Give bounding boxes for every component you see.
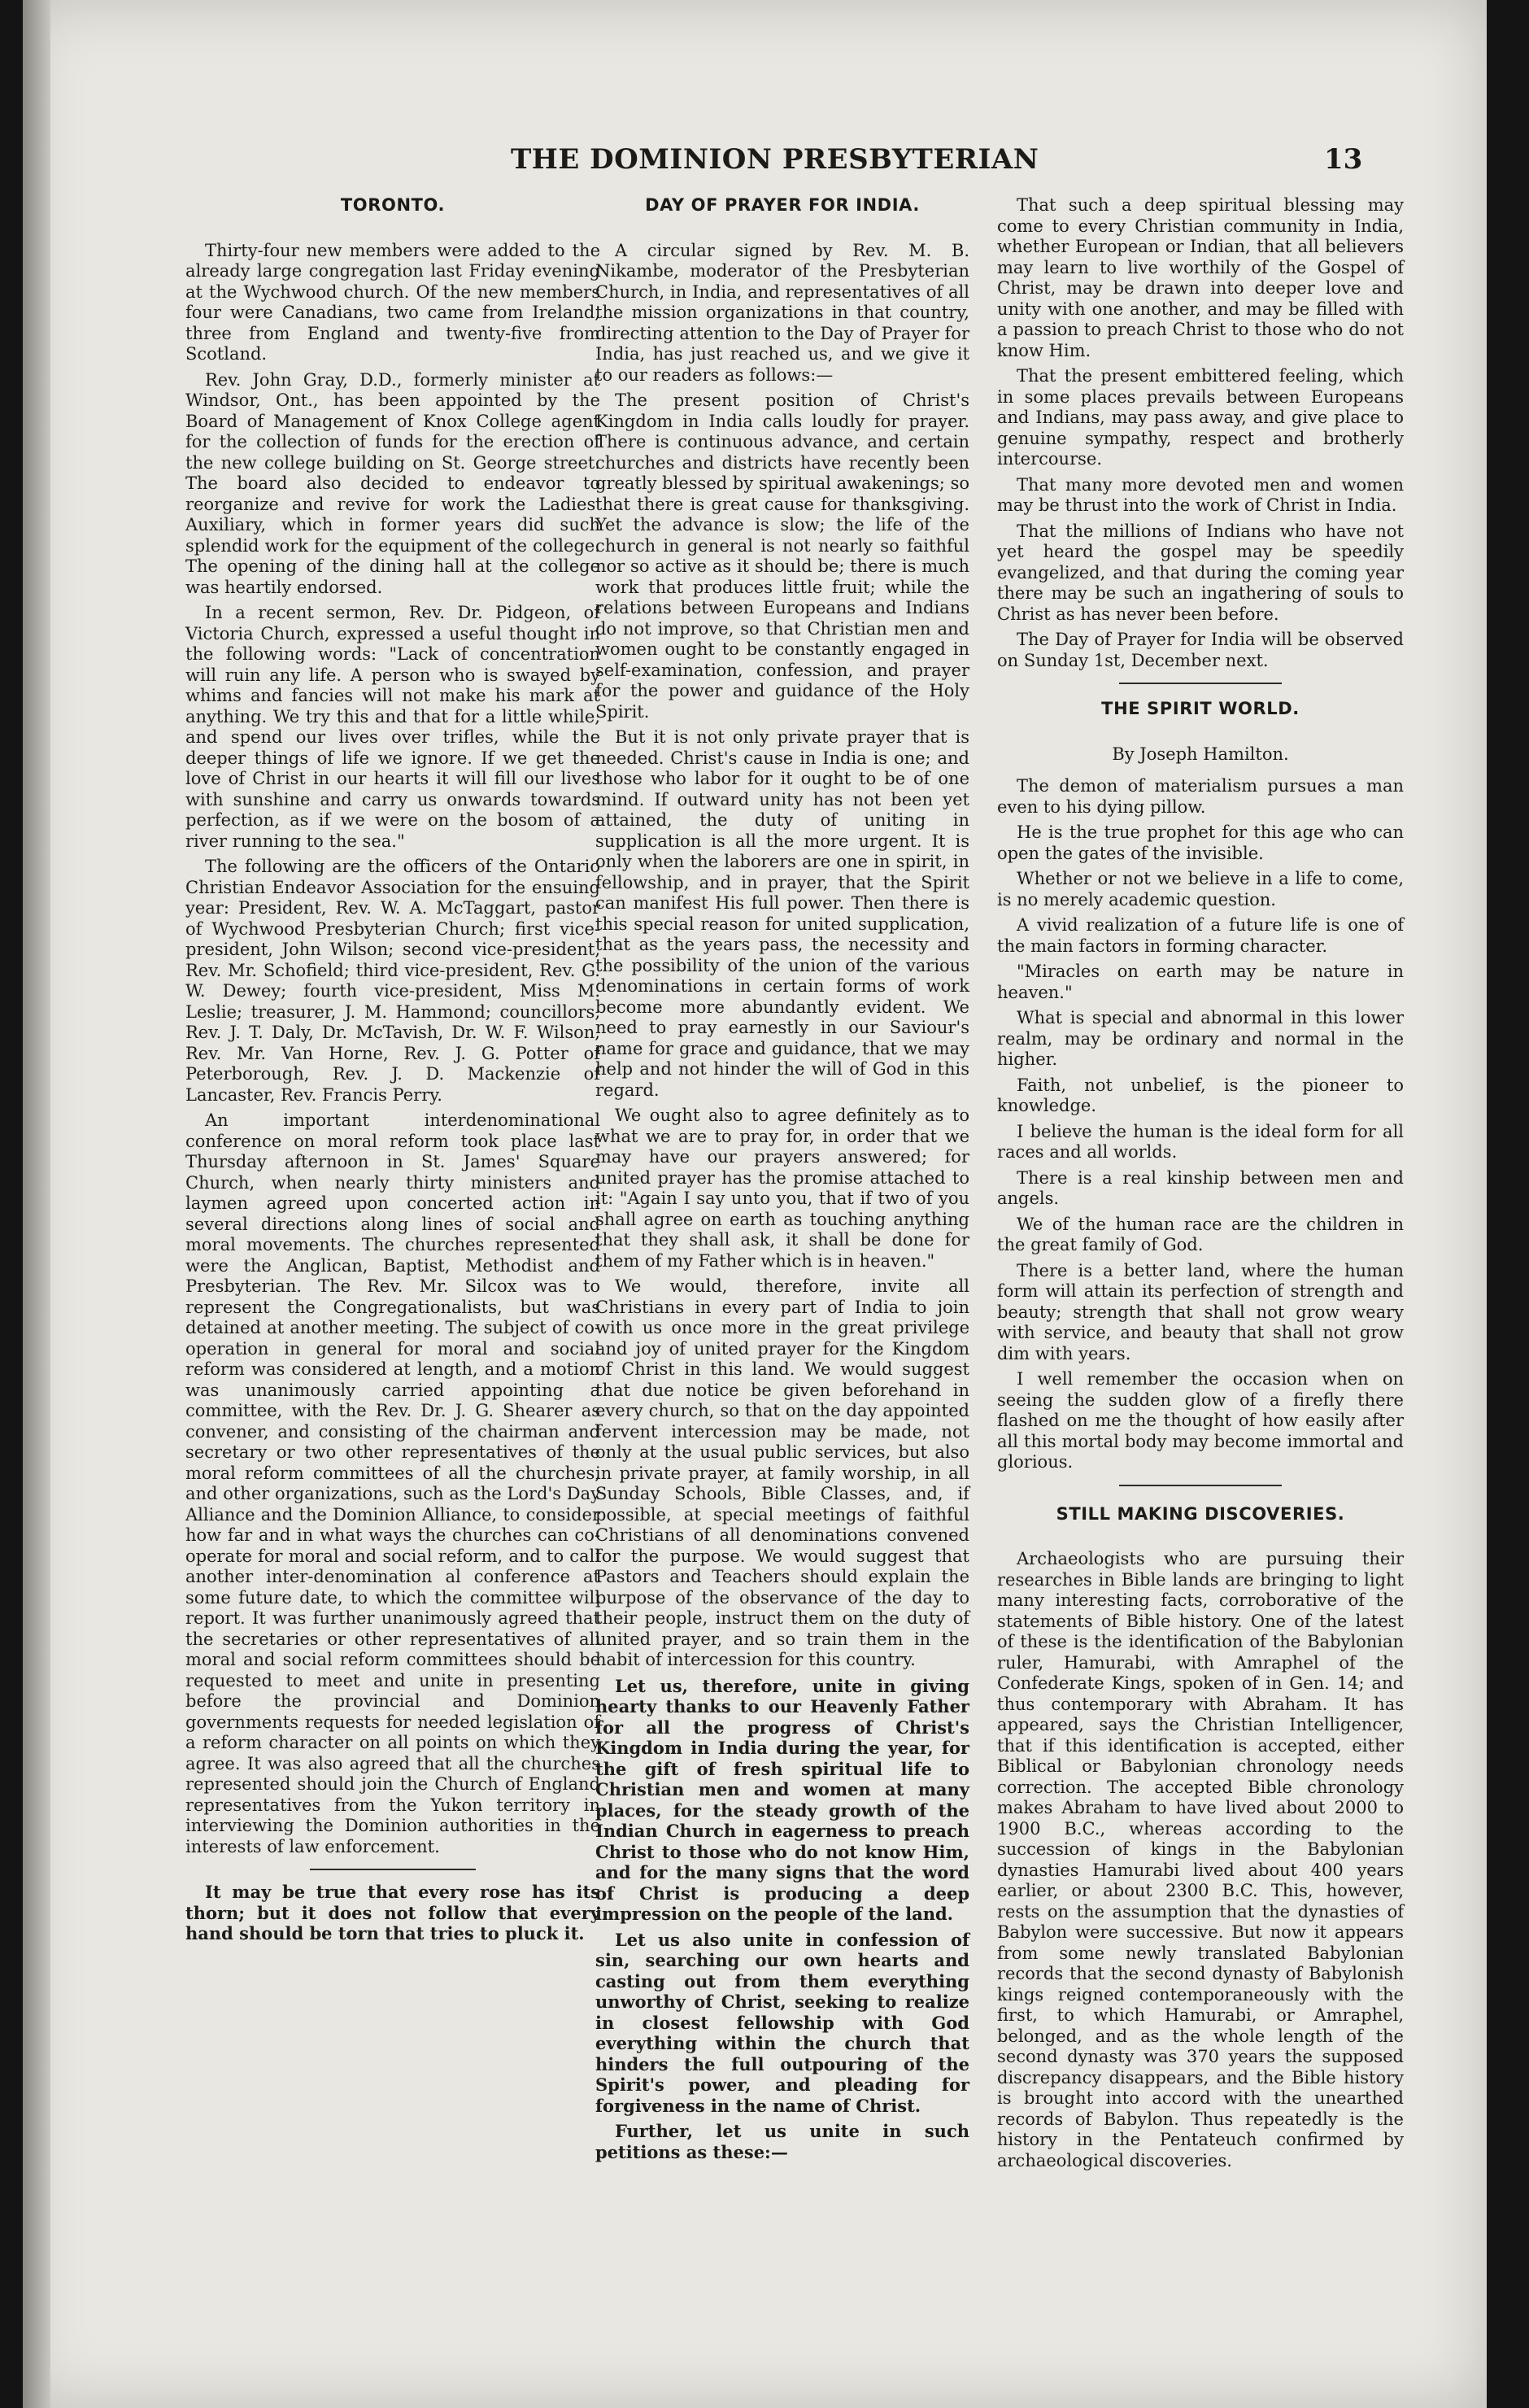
article-paragraph: "Miracles on earth may be nature in heaven." bbox=[997, 962, 1404, 1002]
prayer-paragraph: The Day of Prayer for India will be observed on Sunday 1st, December next. bbox=[997, 630, 1404, 670]
divider-rule bbox=[310, 1869, 476, 1870]
article-paragraph: I well remember the occasion when on seeing the sudden glow of a firefly there flashed on me the thought of how easily after all this mortal body may become immortal and glorious. bbox=[997, 1369, 1404, 1472]
heading-toronto: TORONTO. bbox=[340, 195, 446, 215]
article-paragraph: Whether or not we believe in a life to come, is no merely academic question. bbox=[997, 869, 1404, 910]
article-paragraph-bold: Further, let us unite in such petitions as these:— bbox=[595, 2121, 969, 2162]
article-paragraph-bold: Let us also unite in confession of sin, searching our own hearts and casting out from them everything unworthy of Christ, seeking to realize in closest fellowship with God everything within the church that hinders the full outpouring of the Spirit's power, and pleading for forgiveness in the name of Christ. bbox=[595, 1929, 969, 2116]
article-paragraph: There is a better land, where the human form will attain its perfection of strength and beauty; strength that shall not grow weary with service, and beauty that shall not grow dim with years. bbox=[997, 1260, 1404, 1363]
heading-spirit-world: THE SPIRIT WORLD. bbox=[1101, 699, 1300, 718]
article-paragraph: What is special and abnormal in this lower realm, may be ordinary and normal in the higher. bbox=[997, 1008, 1404, 1069]
article-paragraph: A vivid realization of a future life is one of the main factors in forming character. bbox=[997, 915, 1404, 956]
article-paragraph: The following are the officers of the Ontario Christian Endeavor Association for the ensuing year: President, Rev. W. A. McTaggart, pastor of Wychwood Presbyterian Church; first vice-president, John Wilson; second vice-president, Rev. Mr. Schofield; third vice-president, Rev. G. W. Dewey; fourth vice-president, Miss M. Leslie; treasurer, J. M. Hammond; councillors, Rev. J. T. Daly, Dr. McTavish, Dr. W. F. Wilson, Rev. Mr. Van Horne, Rev. J. G. Potter of Peterborough, Rev. J. D. Mackenzie of Lancaster, Rev. Francis Perry. bbox=[185, 857, 600, 1105]
article-paragraph: Archaeologists who are pursuing their researches in Bible lands are bringing to light many interesting facts, corroborative of the statements of Bible history. One of the latest of these is the identification of the Babylonian ruler, Hamurabi, with Amraphel of the Confederate Kings, spoken of in Gen. 14; and thus contemporary with Abraham. It has appeared, says the Christian Intelligencer, that if this identification is accepted, either Biblical or Babylonian chronology needs correction. The accepted Bible chronology makes Abraham to have lived about 2000 to 1900 B.C., whereas according to the succession of kings in the Babylonian dynasties Hamurabi lived about 400 years earlier, or about 2300 B.C. This, however, rests on the assumption that the dynasties of Babylon were successive. But now it appears from some newly translated Babylonian records that the second dynasty of Babylonish kings reigned contemporaneously with the first, to which Hamurabi, or Amraphel, belonged, and as the whole length of the second dynasty was 370 years the supposed discrepancy disappears, and the Bible history is brought into accord with the unearthed records of Babylon. Thus repeatedly is the history in the Pentateuch confirmed by archaeological discoveries. bbox=[997, 1549, 1404, 2170]
divider-rule bbox=[1119, 683, 1282, 684]
divider-rule bbox=[1119, 1485, 1282, 1486]
heading-still-making-discoveries: STILL MAKING DISCOVERIES. bbox=[1056, 1503, 1345, 1524]
article-paragraph: Faith, not unbelief, is the pioneer to knowledge. bbox=[997, 1075, 1404, 1115]
article-paragraph: A circular signed by Rev. M. B. Nikambe, moderator of the Presbyterian Church, in India, and representatives of all the mission organizations in that country, directing attention to the Day of Prayer for India, has just reached us, and we give it to our readers as follows:— bbox=[595, 240, 969, 385]
filler-note: It may be true that every rose has its thorn; but it does not follow that every hand should be torn that tries to pluck it. bbox=[185, 1882, 600, 1943]
page-binding-edge bbox=[23, 0, 50, 2408]
byline: By Joseph Hamilton. bbox=[1112, 744, 1289, 764]
page-number: 13 bbox=[1324, 143, 1363, 176]
article-paragraph: An important interdenominational conference on moral reform took place last Thursday afternoon in St. James' Square Church, when nearly thirty ministers and laymen agreed upon concerted action in several directions along lines of social and moral movements. The churches represented were the Anglican, Baptist, Methodist and Presbyterian. The Rev. Mr. Silcox was to represent the Congregationalists, but was detained at another meeting. The subject of co-operation in general for moral and social reform was considered at length, and a motion was unanimously carried appointing a committee, with the Rev. Dr. J. G. Shearer as convener, and consisting of the chairman and secretary or two other representatives of the moral reform committees of all the churches, and other organizations, such as the Lord's Day Alliance and the Dominion Alliance, to consider how far and in what ways the churches can co-operate for moral and social reform, and to call another inter-denomination al conference at some future date, to which the committee will report. It was further unanimously agreed that the secretaries or other representatives of all moral and social reform committees should be requested to meet and unite in presenting before the provincial and Dominion governments requests for needed legislation of a reform character on all points on which they agree. It was also agreed that all the churches represented should join the Church of England representatives from the Yukon territory in interviewing the Dominion authorities in the interests of law enforcement. bbox=[185, 1110, 600, 1856]
article-paragraph: We ought also to agree definitely as to what we are to pray for, in order that we may have our prayers answered; for united prayer has the promise attached to it: "Again I say unto you, that if two of you shall agree on earth as touching anything that they shall ask, it shall be done for them of my Father which is in heaven." bbox=[595, 1106, 969, 1271]
column-day-of-prayer bbox=[595, 195, 969, 2167]
article-paragraph: We would, therefore, invite all Christians in every part of India to join with us once more in the great privilege and joy of united prayer for the Kingdom of Christ in this land. We would suggest that due notice be given beforehand in every church, so that on the day appointed fervent intercession may be made, not only at the usual public services, but also in private prayer, at family worship, in all Sunday Schools, Bible Classes, and, if possible, at special meetings of faithful Christians of all denominations convened for the purpose. We would suggest that Pastors and Teachers should explain the purpose of the observance of the day to their people, instruct them on the duty of united prayer, and so train them in the habit of intercession for this country. bbox=[595, 1276, 969, 1669]
prayer-paragraph: That the millions of Indians who have not yet heard the gospel may be speedily evangelized, and that during the coming year there may be such an ingathering of souls to Christ as has never been before. bbox=[997, 521, 1404, 624]
article-paragraph: Rev. John Gray, D.D., formerly minister at Windsor, Ont., has been appointed by the Board of Management of Knox College agent for the collection of funds for the erection of the new college building on St. George street. The board also decided to endeavor to reorganize and revive for work the Ladies' Auxiliary, which in former years did such splendid work for the equipment of the college. The opening of the dining hall at the college was heartily endorsed. bbox=[185, 369, 600, 597]
article-paragraph: In a recent sermon, Rev. Dr. Pidgeon, of Victoria Church, expressed a useful thought in the following words: "Lack of concentration will ruin any life. A person who is swayed by whims and fancies will not make his mark at anything. We try this and that for a little while, and spend our lives over trifles, while the deeper things of life we ignore. If we get the love of Christ in our hearts it will fill our lives with sunshine and carry us onwards towards perfection, as if we were on the bosom of a river running to the sea." bbox=[185, 603, 600, 851]
article-paragraph: The demon of materialism pursues a man even to his dying pillow. bbox=[997, 776, 1404, 817]
article-paragraph: But it is not only private prayer that is needed. Christ's cause in India is one; and those who labor for it ought to be of one mind. If outward unity has not been yet attained, the duty of uniting in supplication is all the more urgent. It is only when the laborers are one in spirit, in fellowship, and in prayer, that the Spirit can manifest His full power. Then there is this special reason for united supplication, that as the years pass, the necessity and the possibility of the union of the various denominations in certain forms of work become more abundantly evident. We need to pray earnestly in our Saviour's name for grace and guidance, that we may help and not hinder the will of God in this regard. bbox=[595, 727, 969, 1100]
prayer-paragraph: That many more devoted men and women may be thrust into the work of Christ in India. bbox=[997, 474, 1404, 515]
column-toronto bbox=[185, 195, 600, 1949]
article-paragraph: He is the true prophet for this age who can open the gates of the invisible. bbox=[997, 822, 1404, 863]
article-paragraph: We of the human race are the children in the great family of God. bbox=[997, 1214, 1404, 1254]
prayer-paragraph: That such a deep spiritual blessing may come to every Christian community in India, whether European or Indian, that all believers may learn to live worthily of the Gospel of Christ, may be drawn into deeper love and unity with one another, and may be filled with a passion to preach Christ to those who do not know Him. bbox=[997, 195, 1404, 360]
article-paragraph: The present position of Christ's Kingdom in India calls loudly for prayer. There is continuous advance, and certain churches and districts have recently been greatly blessed by spiritual awakenings; so that there is great cause for thanksgiving. Yet the advance is slow; the life of the church in general is not nearly so faithful nor so active as it should be; there is much work that produces little fruit; while the relations between Europeans and Indians do not improve, so that Christian men and women ought to be constantly engaged in self-examination, confession, and prayer for the power and guidance of the Holy Spirit. bbox=[595, 390, 969, 722]
article-paragraph: Thirty-four new members were added to the already large congregation last Friday evening at the Wychwood church. Of the new members four were Canadians, two came from Ireland, three from England and twenty-five from Scotland. bbox=[185, 240, 600, 364]
article-paragraph-bold: Let us, therefore, unite in giving hearty thanks to our Heavenly Father for all the progress of Christ's Kingdom in India during the year, for the gift of fresh spiritual life to Christian men and women at many places, for the steady growth of the Indian Church in eagerness to preach Christ to those who do not know Him, and for the many signs that the word of Christ is producing a deep impression on the people of the land. bbox=[595, 1675, 969, 1924]
article-paragraph: I believe the human is the ideal form for all races and all worlds. bbox=[997, 1121, 1404, 1162]
heading-day-of-prayer: DAY OF PRAYER FOR INDIA. bbox=[645, 195, 920, 215]
prayer-paragraph: That the present embittered feeling, which in some places prevails between Europeans and Indians, may pass away, and give place to genuine sympathy, respect and brotherly intercourse. bbox=[997, 366, 1404, 469]
masthead-title: THE DOMINION PRESBYTERIAN bbox=[511, 143, 1039, 176]
column-right bbox=[997, 195, 1404, 2176]
newspaper-page bbox=[23, 0, 1487, 2408]
article-paragraph: There is a real kinship between men and angels. bbox=[997, 1167, 1404, 1208]
